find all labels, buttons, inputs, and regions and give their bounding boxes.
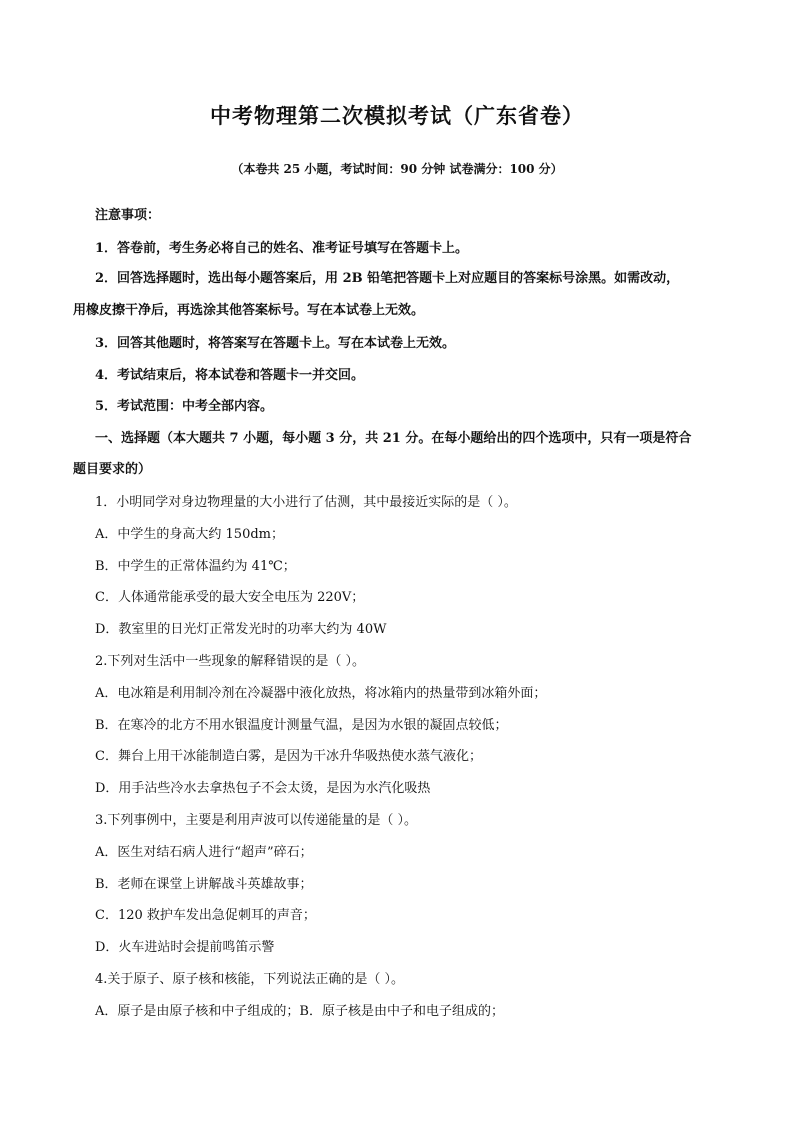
answer-option: C．人体通常能承受的最大安全电压为 220V； (95, 590, 365, 605)
notice-item: 2．回答选择题时，选出每小题答案后，用 2B 铅笔把答题卡上对应题目的答案标号涂黑。如需改动， (95, 271, 680, 286)
answer-option: C．120 救护车发出急促刺耳的声音； (95, 908, 316, 923)
question-stem: 4.关于原子、原子核和核能，下列说法正确的是（ ）。 (95, 972, 405, 987)
answer-option: D．教室里的日光灯正常发光时的功率大约为 40W (95, 622, 387, 637)
answer-option: D．火车进站时会提前鸣笛示警 (95, 940, 275, 955)
answer-option: A．医生对结石病人进行“超声”碎石； (95, 845, 313, 860)
question-stem: 1．小明同学对身边物理量的大小进行了估测，其中最接近实际的是（ ）。 (95, 495, 517, 510)
exam-info: （本卷共 25 小题，考试时间：90 分钟 试卷满分：100 分） (231, 162, 563, 176)
notice-heading: 注意事项： (95, 208, 161, 223)
answer-option: A．原子是由原子核和中子组成的；B．原子核是由中子和电子组成的； (95, 1004, 504, 1019)
notice-item: 5．考试范围：中考全部内容。 (95, 399, 274, 414)
answer-option: A．中学生的身高大约 150dm； (95, 527, 284, 542)
answer-option: C．舞台上用干冰能制造白雾，是因为干冰升华吸热使水蒸气液化； (95, 749, 482, 764)
notice-item: 4．考试结束后，将本试卷和答题卡一并交回。 (95, 368, 365, 383)
notice-item: 3．回答其他题时，将答案写在答题卡上。写在本试卷上无效。 (95, 336, 456, 351)
question-stem: 3.下列事例中，主要是利用声波可以传递能量的是（ ）。 (95, 813, 418, 828)
question-stem: 2.下列对生活中一些现象的解释错误的是（ ）。 (95, 654, 366, 669)
answer-option: B．老师在课堂上讲解战斗英雄故事； (95, 877, 313, 892)
page-title: 中考物理第二次模拟考试（广东省卷） (210, 103, 584, 128)
notice-item: 用橡皮擦干净后，再选涂其他答案标号。写在本试卷上无效。 (73, 303, 425, 318)
section-heading: 一、选择题（本大题共 7 小题，每小题 3 分，共 21 分。在每小题给出的四个选项中，只有一项是符合 (95, 431, 692, 446)
answer-option: A．电冰箱是利用制冷剂在冷凝器中液化放热，将冰箱内的热量带到冰箱外面； (95, 686, 547, 701)
answer-option: B．中学生的正常体温约为 41℃； (95, 559, 296, 574)
section-heading-cont: 题目要求的） (73, 462, 152, 477)
answer-option: B．在寒冷的北方不用水银温度计测量气温，是因为水银的凝固点较低； (95, 718, 508, 733)
notice-item: 1．答卷前，考生务必将自己的姓名、准考证号填写在答题卡上。 (95, 241, 469, 256)
answer-option: D．用手沾些冷水去拿热包子不会太烫，是因为水汽化吸热 (95, 781, 431, 796)
